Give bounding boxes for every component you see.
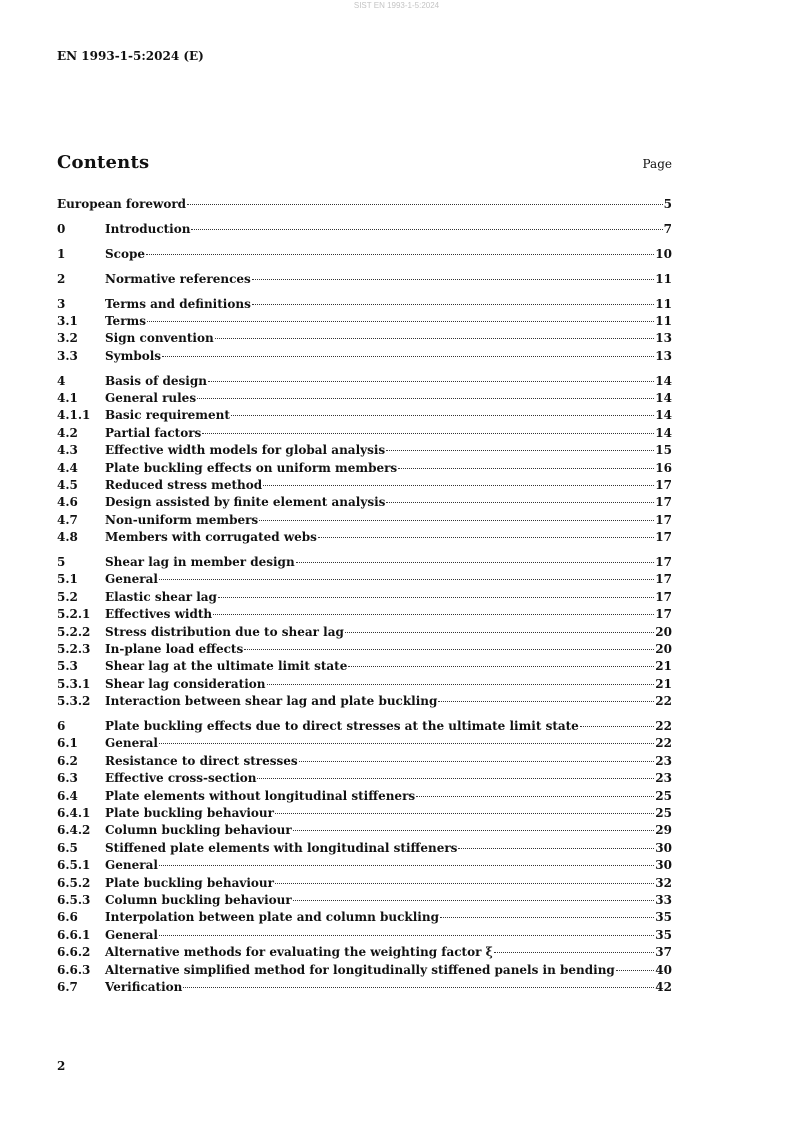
toc-entry[interactable] bbox=[57, 442, 672, 459]
toc-entry-line bbox=[105, 624, 672, 641]
toc-entry-line bbox=[105, 944, 672, 961]
toc-entry-title: Effective cross-section bbox=[105, 771, 257, 786]
watermark: SIST EN 1993-1-5:2024 bbox=[353, 1, 440, 10]
toc-entry-title: Symbols bbox=[105, 348, 162, 363]
toc-entry[interactable] bbox=[57, 330, 672, 347]
toc-entry-page: 17 bbox=[655, 555, 672, 570]
toc-entry-title: Basis of design bbox=[105, 373, 207, 388]
toc-entry[interactable] bbox=[57, 875, 672, 892]
toc-entry-line bbox=[105, 770, 672, 787]
toc-entry-number: 4.3 bbox=[57, 443, 78, 458]
toc-entry-number: 6.4.1 bbox=[57, 806, 91, 820]
toc-entry-title: Members with corrugated webs bbox=[105, 530, 317, 545]
toc-entry[interactable] bbox=[57, 313, 672, 330]
toc-entry-line bbox=[105, 512, 672, 529]
toc-entry[interactable] bbox=[57, 944, 672, 961]
toc-entry[interactable] bbox=[57, 735, 672, 752]
toc-entry-page: 20 bbox=[655, 641, 672, 656]
toc-entry-title: Non-uniform members bbox=[105, 512, 259, 527]
toc-entry-page: 17 bbox=[655, 589, 672, 604]
toc-entry-line bbox=[105, 589, 672, 606]
toc-entry-page: 25 bbox=[655, 788, 672, 803]
toc-entry-title: Shear lag consideration bbox=[105, 676, 266, 691]
toc-entry[interactable] bbox=[57, 348, 672, 365]
dot-leader bbox=[293, 830, 655, 831]
dot-leader bbox=[398, 468, 654, 469]
toc-entry-page: 25 bbox=[655, 806, 672, 820]
toc-entry-page: 13 bbox=[655, 348, 672, 363]
toc-entry-line bbox=[105, 909, 672, 926]
toc-entry-number: 3.1 bbox=[57, 313, 78, 328]
toc-entry-number: 4.1.1 bbox=[57, 408, 91, 423]
toc-entry-number: 3.2 bbox=[57, 331, 78, 346]
toc-entry-page: 17 bbox=[655, 495, 672, 510]
toc-entry[interactable] bbox=[57, 770, 672, 787]
toc-entry-line bbox=[105, 373, 672, 390]
toc-entry-title: Interpolation between plate and column buckling bbox=[105, 910, 439, 925]
dot-leader bbox=[197, 398, 654, 399]
dot-leader bbox=[299, 761, 655, 762]
dot-leader bbox=[183, 987, 654, 988]
toc-entry[interactable] bbox=[57, 718, 672, 735]
toc-entry-page: 14 bbox=[655, 373, 672, 388]
toc-entry-line bbox=[105, 554, 672, 571]
toc-entry[interactable] bbox=[57, 554, 672, 571]
dot-leader bbox=[416, 796, 654, 797]
toc-entry-line bbox=[105, 296, 672, 313]
toc-entry-number: 6.2 bbox=[57, 753, 78, 768]
dot-leader bbox=[296, 562, 655, 563]
toc-entry-number: 5 bbox=[57, 555, 66, 570]
dot-leader bbox=[146, 254, 654, 255]
toc-entry-number: 3 bbox=[57, 296, 66, 311]
toc-entry-line bbox=[105, 348, 672, 365]
contents-heading: Contents bbox=[57, 152, 150, 173]
toc-entry-title: Normative references bbox=[105, 271, 251, 286]
toc-entry-line bbox=[105, 390, 672, 407]
dot-leader bbox=[386, 450, 654, 451]
dot-leader bbox=[275, 883, 654, 884]
toc-entry-number: 5.2.1 bbox=[57, 607, 91, 622]
dot-leader bbox=[318, 537, 654, 538]
toc-entry-page: 11 bbox=[655, 296, 672, 311]
dot-leader bbox=[252, 279, 655, 280]
toc-entry[interactable] bbox=[57, 390, 672, 407]
dot-leader bbox=[263, 485, 654, 486]
toc-entry-page: 17 bbox=[655, 477, 672, 492]
toc-entry[interactable] bbox=[57, 857, 672, 874]
dot-leader bbox=[159, 865, 654, 866]
toc-entry-number: 4.6 bbox=[57, 495, 78, 510]
toc-entry-title: Sign convention bbox=[105, 331, 214, 346]
toc-entry-page: 30 bbox=[655, 858, 672, 873]
toc-entry-title: Effectives width bbox=[105, 607, 213, 622]
toc-entry-title: Basic requirement bbox=[105, 408, 230, 423]
toc-entry-title: Plate buckling behaviour bbox=[105, 875, 274, 890]
toc-entry-title: Terms bbox=[105, 313, 146, 328]
toc-entry-title: Alternative simplified method for longitudinally stiffened panels in bending bbox=[105, 962, 615, 977]
toc-entry-number: 6.5.1 bbox=[57, 858, 91, 873]
dot-leader bbox=[159, 935, 654, 936]
dot-leader bbox=[348, 666, 654, 667]
toc-entry-number: 2 bbox=[57, 271, 66, 286]
table-of-contents bbox=[57, 196, 672, 996]
toc-entry-line bbox=[105, 407, 672, 424]
toc-entry-line bbox=[105, 425, 672, 442]
toc-entry-title: Stiffened plate elements with longitudinal stiffeners bbox=[105, 840, 458, 855]
toc-entry-title: Terms and definitions bbox=[105, 296, 251, 311]
toc-entry[interactable] bbox=[57, 658, 672, 675]
toc-entry[interactable] bbox=[57, 196, 672, 213]
toc-entry-page: 23 bbox=[655, 753, 672, 768]
toc-entry-number: 5.1 bbox=[57, 572, 78, 587]
toc-entry-number: 6.3 bbox=[57, 771, 78, 786]
dot-leader bbox=[213, 614, 654, 615]
dot-leader bbox=[345, 632, 654, 633]
toc-entry-number: 5.3 bbox=[57, 659, 78, 674]
toc-entry-line bbox=[105, 805, 672, 822]
toc-entry-number: 5.2 bbox=[57, 589, 78, 604]
toc-entry-page: 32 bbox=[655, 875, 672, 890]
toc-entry-title: European foreword bbox=[57, 197, 187, 211]
toc-entry-page: 20 bbox=[655, 624, 672, 639]
page-number: 2 bbox=[57, 1059, 66, 1073]
toc-entry[interactable] bbox=[57, 529, 672, 546]
toc-entry-number: 6.1 bbox=[57, 736, 78, 751]
toc-entry-line bbox=[105, 271, 672, 288]
toc-entry-title: Effective width models for global analysis bbox=[105, 443, 386, 458]
toc-entry-line bbox=[105, 735, 672, 752]
toc-entry-line bbox=[105, 892, 672, 909]
toc-entry[interactable] bbox=[57, 246, 672, 263]
toc-entry-title: Partial factors bbox=[105, 425, 202, 440]
toc-entry-page: 5 bbox=[663, 197, 672, 211]
dot-leader bbox=[252, 304, 654, 305]
toc-entry-page: 13 bbox=[655, 331, 672, 346]
toc-entry-line bbox=[105, 840, 672, 857]
toc-entry-title: General bbox=[105, 927, 158, 942]
toc-entry-line bbox=[105, 221, 672, 238]
toc-entry-title: General bbox=[105, 572, 158, 587]
toc-entry-page: 7 bbox=[663, 221, 672, 236]
toc-entry-title: Plate buckling effects due to direct stresses at the ultimate limit state bbox=[105, 719, 579, 734]
toc-entry-line bbox=[105, 962, 672, 979]
toc-entry-page: 10 bbox=[655, 246, 672, 261]
toc-entry-page: 35 bbox=[655, 927, 672, 942]
dot-leader bbox=[580, 726, 654, 727]
dot-leader bbox=[257, 778, 654, 779]
toc-entry[interactable] bbox=[57, 494, 672, 511]
toc-entry-number: 6.4.2 bbox=[57, 823, 91, 838]
dot-leader bbox=[191, 229, 662, 230]
toc-entry-number: 6.6.2 bbox=[57, 945, 91, 960]
toc-entry-number: 6.5.2 bbox=[57, 875, 91, 890]
dot-leader bbox=[244, 649, 654, 650]
toc-entry[interactable] bbox=[57, 693, 672, 710]
toc-entry-title: General rules bbox=[105, 391, 197, 406]
toc-entry[interactable] bbox=[57, 606, 672, 623]
toc-entry-line bbox=[105, 529, 672, 546]
toc-entry-line bbox=[105, 313, 672, 330]
toc-entry-line bbox=[105, 460, 672, 477]
toc-entry-page: 15 bbox=[655, 443, 672, 458]
toc-entry-page: 22 bbox=[655, 694, 672, 709]
dot-leader bbox=[440, 917, 654, 918]
toc-entry[interactable] bbox=[57, 909, 672, 926]
toc-entry-page: 11 bbox=[655, 271, 672, 286]
toc-entry[interactable] bbox=[57, 822, 672, 839]
toc-entry-number: 1 bbox=[57, 246, 66, 261]
toc-entry[interactable] bbox=[57, 962, 672, 979]
toc-entry-title: Plate buckling effects on uniform members bbox=[105, 460, 398, 475]
toc-entry-page: 17 bbox=[655, 572, 672, 587]
toc-entry-line bbox=[105, 442, 672, 459]
toc-entry[interactable] bbox=[57, 296, 672, 313]
toc-entry[interactable] bbox=[57, 271, 672, 288]
toc-entry-title: In-plane load effects bbox=[105, 641, 244, 656]
toc-entry-page: 33 bbox=[655, 892, 672, 907]
toc-entry[interactable] bbox=[57, 927, 672, 944]
toc-entry-line bbox=[105, 641, 672, 658]
toc-entry-page: 17 bbox=[655, 512, 672, 527]
toc-entry[interactable] bbox=[57, 373, 672, 390]
toc-entry[interactable] bbox=[57, 589, 672, 606]
toc-entry-title: Resistance to direct stresses bbox=[105, 753, 298, 768]
toc-entry-number: 6 bbox=[57, 719, 66, 734]
toc-entry-title: Verification bbox=[105, 979, 183, 994]
toc-entry[interactable] bbox=[57, 221, 672, 238]
toc-entry-line bbox=[105, 494, 672, 511]
toc-entry-page: 23 bbox=[655, 771, 672, 786]
toc-entry[interactable] bbox=[57, 805, 672, 822]
dot-leader bbox=[147, 321, 654, 322]
toc-entry-number: 4.2 bbox=[57, 425, 78, 440]
toc-entry-line bbox=[105, 571, 672, 588]
toc-entry-page: 29 bbox=[655, 823, 672, 838]
toc-entry-page: 22 bbox=[655, 719, 672, 734]
toc-entry-line bbox=[105, 477, 672, 494]
dot-leader bbox=[275, 813, 654, 814]
dot-leader bbox=[218, 597, 654, 598]
dot-leader bbox=[438, 701, 654, 702]
page-column-label: Page bbox=[642, 157, 672, 171]
toc-entry[interactable] bbox=[57, 624, 672, 641]
dot-leader bbox=[231, 415, 654, 416]
toc-entry-line bbox=[105, 857, 672, 874]
toc-entry-line bbox=[105, 718, 672, 735]
toc-entry-page: 42 bbox=[655, 979, 672, 994]
toc-entry-number: 4.8 bbox=[57, 530, 78, 545]
toc-entry-line bbox=[105, 658, 672, 675]
toc-entry-page: 21 bbox=[655, 659, 672, 674]
toc-entry[interactable] bbox=[57, 477, 672, 494]
toc-entry-number: 5.3.1 bbox=[57, 676, 91, 691]
toc-entry-number: 4.1 bbox=[57, 391, 78, 406]
toc-entry-title: General bbox=[105, 736, 158, 751]
toc-entry-line bbox=[105, 927, 672, 944]
toc-entry-page: 14 bbox=[655, 408, 672, 423]
toc-entry[interactable] bbox=[57, 979, 672, 996]
toc-entry-title: Column buckling behaviour bbox=[105, 892, 292, 907]
toc-entry-line bbox=[105, 979, 672, 996]
dot-leader bbox=[293, 900, 655, 901]
dot-leader bbox=[159, 743, 654, 744]
toc-entry-title: General bbox=[105, 858, 158, 873]
dot-leader bbox=[458, 848, 654, 849]
toc-entry-number: 5.2.3 bbox=[57, 641, 91, 656]
toc-entry[interactable] bbox=[57, 753, 672, 770]
toc-entry-number: 5.2.2 bbox=[57, 624, 91, 639]
toc-entry-page: 14 bbox=[655, 391, 672, 406]
toc-entry-title: Shear lag at the ultimate limit state bbox=[105, 659, 348, 674]
toc-entry-title: Elastic shear lag bbox=[105, 589, 217, 604]
toc-entry-page: 17 bbox=[655, 530, 672, 545]
toc-entry-title: Stress distribution due to shear lag bbox=[105, 624, 344, 639]
toc-entry-title: Plate elements without longitudinal stiffeners bbox=[105, 788, 416, 803]
toc-entry-number: 3.3 bbox=[57, 348, 78, 363]
toc-entry-line bbox=[105, 606, 672, 623]
toc-entry-page: 37 bbox=[655, 945, 672, 960]
dot-leader bbox=[215, 338, 655, 339]
toc-entry[interactable] bbox=[57, 840, 672, 857]
dot-leader bbox=[159, 579, 654, 580]
toc-entry-title: Scope bbox=[105, 246, 146, 261]
toc-entry[interactable] bbox=[57, 512, 672, 529]
toc-entry-number: 6.5 bbox=[57, 840, 78, 855]
dot-leader bbox=[616, 970, 654, 971]
toc-entry[interactable] bbox=[57, 788, 672, 805]
toc-entry-page: 40 bbox=[655, 962, 672, 977]
toc-entry-number: 4.7 bbox=[57, 512, 78, 527]
document-id: EN 1993-1-5:2024 (E) bbox=[57, 49, 204, 63]
toc-entry-title: Reduced stress method bbox=[105, 477, 263, 492]
toc-entry-line bbox=[105, 330, 672, 347]
toc-entry-title: Plate buckling behaviour bbox=[105, 806, 274, 820]
toc-entry[interactable] bbox=[57, 892, 672, 909]
toc-entry-number: 4.4 bbox=[57, 460, 78, 475]
toc-entry-page: 17 bbox=[655, 607, 672, 622]
dot-leader bbox=[267, 684, 655, 685]
toc-entry-number: 5.3.2 bbox=[57, 694, 91, 709]
dot-leader bbox=[162, 356, 654, 357]
toc-entry-line bbox=[57, 196, 672, 213]
toc-entry-line bbox=[105, 822, 672, 839]
toc-entry-title: Alternative methods for evaluating the weighting factor ξ bbox=[105, 945, 493, 960]
toc-entry-number: 6.6 bbox=[57, 910, 78, 925]
dot-leader bbox=[202, 433, 654, 434]
toc-entry-line bbox=[105, 693, 672, 710]
toc-entry-page: 35 bbox=[655, 910, 672, 925]
dot-leader bbox=[494, 952, 655, 953]
toc-entry-title: Introduction bbox=[105, 221, 191, 236]
toc-entry-line bbox=[105, 676, 672, 693]
toc-entry-number: 6.4 bbox=[57, 788, 78, 803]
toc-entry[interactable] bbox=[57, 460, 672, 477]
toc-entry-number: 4.5 bbox=[57, 477, 78, 492]
toc-entry[interactable] bbox=[57, 407, 672, 424]
toc-entry-page: 30 bbox=[655, 840, 672, 855]
toc-entry[interactable] bbox=[57, 641, 672, 658]
toc-entry-number: 6.7 bbox=[57, 979, 78, 994]
toc-entry-number: 6.6.1 bbox=[57, 927, 91, 942]
toc-entry[interactable] bbox=[57, 571, 672, 588]
dot-leader bbox=[187, 204, 663, 205]
toc-entry[interactable] bbox=[57, 676, 672, 693]
toc-entry-page: 21 bbox=[655, 676, 672, 691]
toc-entry-page: 22 bbox=[655, 736, 672, 751]
toc-entry-number: 6.6.3 bbox=[57, 962, 91, 977]
toc-entry-line bbox=[105, 246, 672, 263]
toc-entry-line bbox=[105, 875, 672, 892]
dot-leader bbox=[386, 502, 654, 503]
toc-entry-title: Design assisted by finite element analysis bbox=[105, 495, 386, 510]
toc-entry-title: Column buckling behaviour bbox=[105, 823, 292, 838]
toc-entry-page: 16 bbox=[655, 460, 672, 475]
toc-entry-line bbox=[105, 753, 672, 770]
toc-entry-page: 14 bbox=[655, 425, 672, 440]
toc-entry-number: 4 bbox=[57, 373, 66, 388]
toc-entry-number: 6.5.3 bbox=[57, 892, 91, 907]
toc-entry-page: 11 bbox=[655, 313, 672, 328]
dot-leader bbox=[208, 381, 654, 382]
toc-entry-number: 0 bbox=[57, 221, 66, 236]
toc-entry-title: Interaction between shear lag and plate buckling bbox=[105, 694, 438, 709]
toc-entry[interactable] bbox=[57, 425, 672, 442]
dot-leader bbox=[259, 520, 654, 521]
toc-entry-title: Shear lag in member design bbox=[105, 555, 295, 570]
toc-entry-line bbox=[105, 788, 672, 805]
